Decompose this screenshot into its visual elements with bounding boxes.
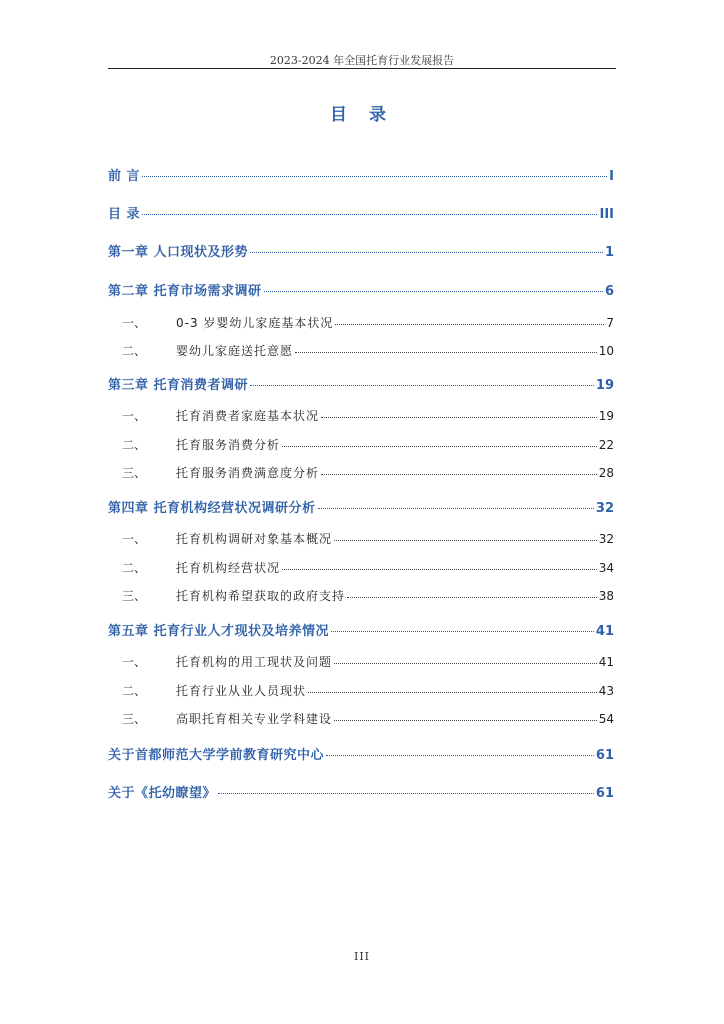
- toc-entry-chapter-5[interactable]: [108, 620, 614, 639]
- toc-entry-page: 61: [595, 748, 614, 763]
- toc-entry-page: 34: [598, 561, 614, 575]
- toc-entry-section-5-1[interactable]: [108, 653, 614, 670]
- leader-dots: [282, 445, 597, 447]
- leader-dots: [326, 754, 594, 756]
- toc-entry-section-3-1[interactable]: [108, 407, 614, 424]
- toc-entry-page: 22: [598, 438, 614, 452]
- leader-dots: [321, 416, 597, 418]
- toc-section-number: 二、: [122, 684, 147, 698]
- leader-dots: [264, 290, 603, 292]
- leader-dots: [331, 630, 594, 632]
- toc-section-number: 二、: [122, 438, 147, 452]
- toc-entry-label: 高职托育相关专业学科建设: [176, 712, 333, 726]
- toc-entry-section-4-1[interactable]: [108, 530, 614, 547]
- toc-entry-page: 28: [598, 466, 614, 480]
- toc-entry-label: 托育机构经营状况: [176, 561, 281, 575]
- toc-entry-page: III: [599, 207, 614, 222]
- leader-dots: [218, 792, 594, 794]
- toc-entry-label: 前 言: [108, 169, 141, 184]
- toc-entry-preface[interactable]: [108, 165, 614, 184]
- leader-dots: [334, 539, 597, 541]
- toc-entry-label: 托育服务消费分析: [176, 438, 281, 452]
- toc-entry-section-3-2[interactable]: [108, 436, 614, 453]
- toc-entry-page: 19: [595, 378, 614, 393]
- toc-section-number: 三、: [122, 466, 147, 480]
- toc-entry-chapter-2[interactable]: [108, 280, 614, 299]
- toc-entry-section-5-2[interactable]: [108, 682, 614, 699]
- toc-entry-chapter-4[interactable]: [108, 497, 614, 516]
- leader-dots: [282, 568, 597, 570]
- leader-dots: [321, 473, 597, 475]
- toc-title: 目 录: [330, 105, 394, 125]
- toc-entry-label: 托育行业从业人员现状: [176, 684, 307, 698]
- toc-entry-section-3-3[interactable]: [108, 464, 614, 481]
- toc-entry-contents[interactable]: [108, 203, 614, 222]
- toc-section-number: 一、: [122, 532, 147, 546]
- toc-entry-page: 43: [598, 684, 614, 698]
- toc-section-number: 一、: [122, 655, 147, 669]
- running-header: 2023-2024 年全国托育行业发展报告: [269, 54, 455, 67]
- leader-dots: [318, 507, 594, 509]
- leader-dots: [142, 213, 597, 215]
- toc-entry-page: 41: [598, 655, 614, 669]
- toc-entry-page: 61: [595, 786, 614, 801]
- toc-section-number: 二、: [122, 561, 147, 575]
- toc-entry-label: 婴幼儿家庭送托意愿: [176, 344, 294, 358]
- leader-dots: [295, 351, 597, 353]
- toc-entry-label: 托育机构希望获取的政府支持: [176, 589, 346, 603]
- toc-entry-label: 托育机构调研对象基本概况: [176, 532, 333, 546]
- toc-entry-section-2-2[interactable]: [108, 342, 614, 359]
- toc-entry-section-5-3[interactable]: [108, 710, 614, 727]
- toc-entry-label: 第一章 人口现状及形势: [108, 245, 249, 260]
- toc-entry-label: 托育服务消费满意度分析: [176, 466, 320, 480]
- leader-dots: [334, 719, 597, 721]
- toc-entry-label: 目 录: [108, 207, 141, 222]
- toc-entry-section-4-3[interactable]: [108, 587, 614, 604]
- toc-entry-page: 1: [604, 245, 614, 260]
- toc-entry-page: 32: [595, 501, 614, 516]
- leader-dots: [250, 384, 594, 386]
- toc-entry-page: 32: [598, 532, 614, 546]
- leader-dots: [250, 251, 603, 253]
- toc-entry-label: 关于首都师范大学学前教育研究中心: [108, 748, 325, 763]
- toc-entry-section-4-2[interactable]: [108, 559, 614, 576]
- leader-dots: [334, 662, 597, 664]
- toc-section-number: 二、: [122, 344, 147, 358]
- toc-section-number: 一、: [122, 316, 147, 330]
- toc-entry-label: 第五章 托育行业人才现状及培养情况: [108, 624, 330, 639]
- toc-entry-chapter-1[interactable]: [108, 241, 614, 260]
- toc-entry-chapter-3[interactable]: [108, 374, 614, 393]
- toc-entry-label: 关于《托幼瞭望》: [108, 786, 217, 801]
- toc-entry-page: 54: [598, 712, 614, 726]
- leader-dots: [308, 691, 597, 693]
- toc-entry-about-center[interactable]: [108, 744, 614, 763]
- toc-entry-page: 19: [598, 409, 614, 423]
- toc-entry-about-journal[interactable]: [108, 782, 614, 801]
- toc-section-number: 三、: [122, 712, 147, 726]
- toc-entry-page: 6: [604, 284, 614, 299]
- toc-section-number: 一、: [122, 409, 147, 423]
- leader-dots: [347, 596, 597, 598]
- leader-dots: [335, 323, 604, 325]
- toc-entry-section-2-1[interactable]: [108, 314, 614, 331]
- leader-dots: [142, 175, 607, 177]
- toc-entry-page: 10: [598, 344, 614, 358]
- toc-entry-page: 38: [598, 589, 614, 603]
- page-number: III: [353, 950, 371, 963]
- toc-entry-label: 托育消费者家庭基本状况: [176, 409, 320, 423]
- toc-section-number: 三、: [122, 589, 147, 603]
- toc-entry-page: 7: [606, 316, 614, 330]
- toc-entry-label: 第四章 托育机构经营状况调研分析: [108, 501, 316, 516]
- toc-entry-label: 托育机构的用工现状及问题: [176, 655, 333, 669]
- toc-entry-page: I: [609, 169, 614, 184]
- toc-entry-label: 第三章 托育消费者调研: [108, 378, 249, 393]
- toc-entry-label: 0-3 岁婴幼儿家庭基本状况: [176, 316, 334, 330]
- header-divider: [108, 68, 616, 69]
- toc-entry-label: 第二章 托育市场需求调研: [108, 284, 262, 299]
- toc-entry-page: 41: [595, 624, 614, 639]
